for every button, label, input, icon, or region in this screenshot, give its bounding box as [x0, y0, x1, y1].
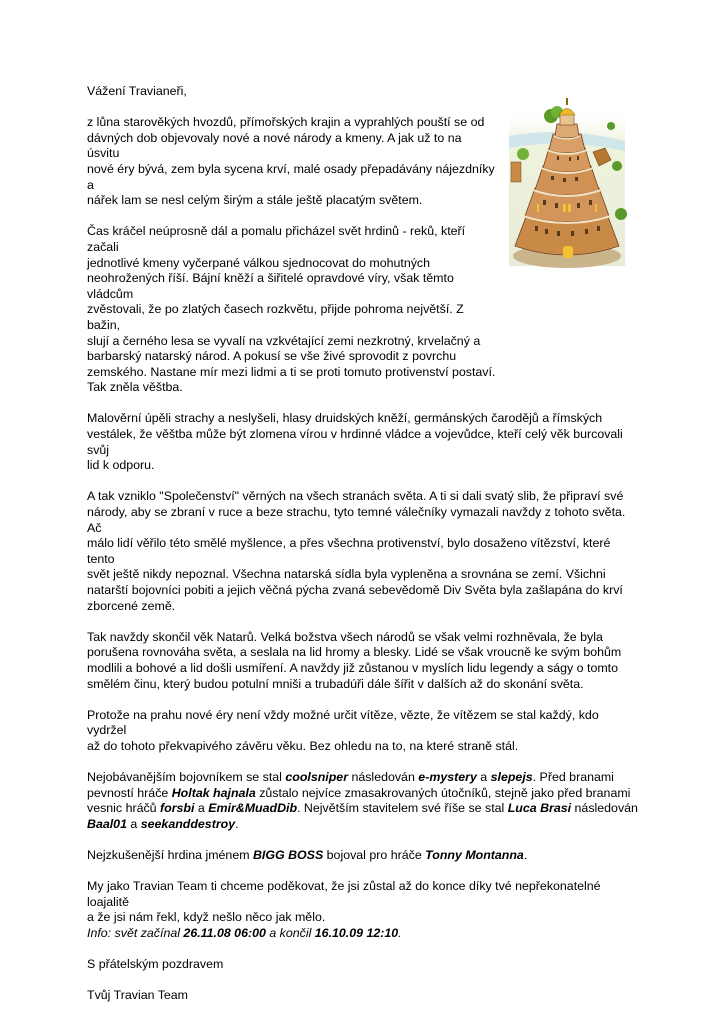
text-line: A tak vzniklo "Společenství" věrných na všech stranách světa. A ti si dali svatý slib, že připraví své	[87, 489, 624, 504]
text-line: zemského. Nastane mír mezi lidmi a ti se proti tomuto protivenství postaví.	[87, 364, 496, 379]
text-line: My jako Travian Team ti chceme poděkovat, že jsi zůstal až do konce díky tvé nepřekonatelné loajalitě	[87, 879, 601, 909]
player-name: Baal01	[87, 816, 127, 831]
text-line: nářek lam se nesl celým širým a stále ještě placatým světem.	[87, 193, 423, 208]
player-name: Luca Brasi	[507, 801, 572, 816]
paragraph-thanks	[87, 879, 639, 941]
text-line: slují a černého lesa se vyvalí na vzkvétající zemi nezkrotný, krvelačný a	[87, 333, 481, 348]
player-name: slepejs	[490, 770, 533, 785]
paragraph-winners	[87, 708, 639, 755]
player-name: Tonny Montanna	[425, 848, 524, 863]
text-line: vestálek, že věštba může být zlomena vírou v hrdinné vládce a vojevůdce, kteří celý věk burcovali svůj	[87, 427, 623, 457]
world-wonder-tower-image	[505, 96, 629, 274]
paragraph-doubters	[87, 411, 639, 473]
closing: S přátelským pozdravem	[87, 957, 224, 972]
player-name: forsbi	[160, 801, 195, 816]
paragraph-fellowship	[87, 489, 639, 614]
text-line: dávných dob objevovaly nové a nové národy a kmeny. A jak už to na úsvitu	[87, 130, 462, 161]
text-line: lid k odporu.	[87, 458, 155, 473]
text-line: Tak navždy skončil věk Natarů. Velká božstva všech národů se však velmi rozhněvala, že byla	[87, 629, 603, 644]
text-line: národy, aby se zbraní v ruce a beze strachu, tyto temné válečníky vymazali navždy z tohoto světa. Ač	[87, 505, 626, 535]
player-name: coolsniper	[285, 770, 349, 785]
text-line: svět ještě nikdy nepoznal. Všechna natarská sídla byla vypleněna a srovnána se zemí. Všichni	[87, 567, 606, 582]
text-line: z lůna starověkých hvozdů, přímořských krajin a vyprahlých pouští se od	[87, 115, 485, 130]
text-line: a že jsi nám řekl, když nešlo něco jak mělo.	[87, 910, 326, 925]
player-name: Holtak hajnala	[171, 785, 256, 800]
text-line: až do tohoto překvapivého závěru věku. Bez ohledu na to, na které straně stál.	[87, 738, 519, 753]
signature: Tvůj Travian Team	[87, 988, 188, 1003]
text-line: Protože na prahu nové éry není vždy možné určit vítěze, vězte, že vítězem se stal každý, kdo vydržel	[87, 707, 599, 738]
player-name: seekanddestroy	[140, 816, 236, 831]
letter-document	[87, 84, 639, 1020]
paragraph-prophecy	[87, 224, 497, 396]
paragraph-top-players: Nejobávanějším bojovníkem se stal coolsniper následován e-mystery a slepejs. Před branami pevností hráče Holtak hajnala zůstalo nejvíce zmasakrovaných útočníků, stejně jako před branami vesnic hráčů forsbi a Emir&MuadDib. Největším stavitelem své říše se stal Luca Brasi následován Baal01 a seekanddestroy.	[87, 770, 638, 831]
text-line: modlili a bohové a lid došli usmíření. A navždy již zůstanou v myslích lidu legendy a ságy o tomto	[87, 660, 619, 675]
text-line: smělém činu, který budou potulní mniši a trubadúři dále šířit v dalších až do skonání světa.	[87, 676, 584, 691]
text-line: Tak zněla věštba.	[87, 380, 183, 395]
start-date: 26.11.08 06:00	[183, 926, 266, 941]
text-line: natarští bojovníci pobiti a jejich věčná pýcha zvaná sebevědomě Div Světa byla zašlapána do krví	[87, 583, 623, 597]
text-line: Malověrní úpěli strachy a neslyšeli, hlasy druidských kněží, germánských čarodějů a římských	[87, 411, 603, 426]
text-line: barbarský natarský národ. A pokusí se vše živé sprovodit z povrchu	[87, 349, 457, 364]
tower-illustration-icon	[505, 96, 629, 274]
hero-name: BIGG BOSS	[252, 848, 324, 863]
end-date: 16.10.09 12:10	[314, 926, 399, 941]
text-line: málo lidí věřilo této smělé myšlence, a přes všechna protivenství, bylo dosaženo vítězství, které tento	[87, 536, 611, 566]
text-line: neohrožených říší. Bájní kněží a šiřitelé opravdové víry, však těmto vládcům	[87, 271, 454, 301]
paragraph-end-of-natars	[87, 630, 639, 692]
paragraph-intro	[87, 115, 497, 209]
greeting: Vážení Travianeři,	[87, 84, 187, 98]
world-info: Info: svět začínal 26.11.08 06:00 a končil 16.10.09 12:10.	[87, 926, 402, 941]
text-line: zborcené země.	[87, 598, 176, 613]
player-name: Emir&MuadDib	[208, 801, 298, 816]
text-line: nové éry bývá, zem byla sycena krví, malé osady přepadávány nájezdníky a	[87, 161, 495, 192]
text-line: jednotlivé kmeny vyčerpané válkou sjednocovat do mohutných	[87, 255, 431, 270]
text-line: zvěstovali, že po zlatých časech rozkvětu, přijde pohroma největší. Z bažin,	[87, 302, 464, 332]
text-line: Čas kráčel neúprosně dál a pomalu přicházel svět hrdinů - reků, kteří začali	[87, 224, 466, 254]
paragraph-hero: Nejzkušenější hrdina jménem BIGG BOSS bojoval pro hráče Tonny Montanna.	[87, 848, 528, 863]
text-line: porušena rovnováha světa, a seslala na lid hromy a blesky. Lidé se však vroucně ke svým bohům	[87, 645, 622, 660]
player-name: e-mystery	[418, 770, 477, 785]
